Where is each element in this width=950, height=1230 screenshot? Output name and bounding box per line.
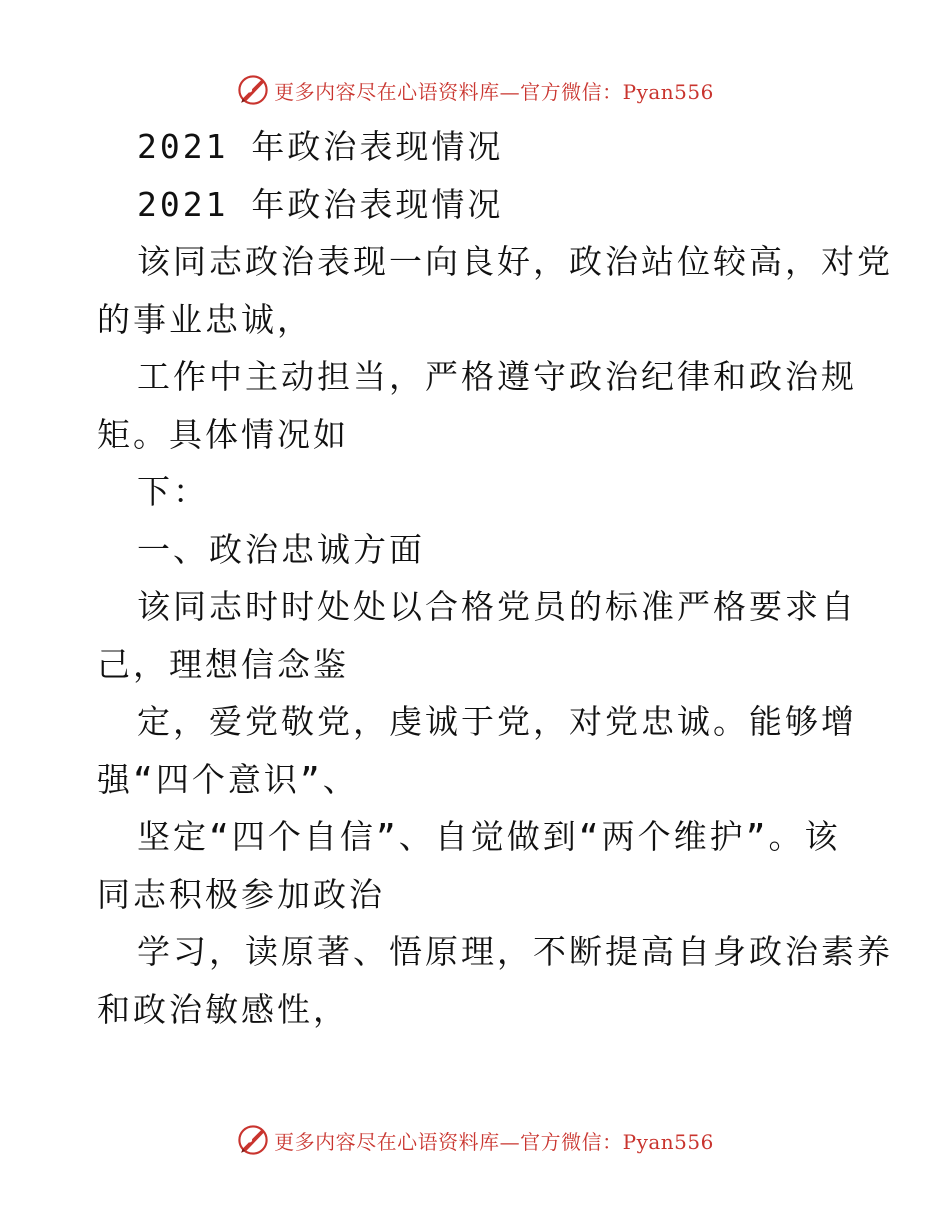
- body-line: 学习，读原著、悟原理，不断提高自身政治素养: [137, 932, 893, 971]
- body-line: 同志积极参加政治: [97, 874, 385, 914]
- document-body: [97, 118, 893, 1038]
- body-line: 工作中主动担当，严格遵守政治纪律和政治规: [137, 357, 857, 396]
- body-line: 2021 年政治表现情况: [137, 127, 504, 166]
- pen-logo-icon: [236, 73, 270, 107]
- section-heading: 一、政治忠诚方面: [137, 529, 425, 569]
- pen-logo-icon: [236, 1123, 270, 1157]
- footer-banner-text: 更多内容尽在心语资料库—官方微信：Pyan556: [274, 1129, 714, 1154]
- body-line: 该同志时时处处以合格党员的标准严格要求自: [137, 587, 857, 626]
- body-line: 下：: [137, 472, 209, 511]
- body-line: 定，爱党敬党，虔诚于党，对党忠诚。能够增: [137, 702, 857, 741]
- body-line: 和政治敏感性，: [97, 989, 349, 1029]
- body-line: 强“四个意识”、: [97, 759, 359, 799]
- header-banner-text: 更多内容尽在心语资料库—官方微信：Pyan556: [274, 79, 714, 104]
- body-line: 坚定“四个自信”、自觉做到“两个维护”。该: [137, 817, 841, 856]
- header-banner: [0, 70, 950, 110]
- body-line: 2021 年政治表现情况: [137, 184, 504, 224]
- body-line: 的事业忠诚，: [97, 299, 313, 339]
- body-line: 己，理想信念鉴: [97, 644, 349, 684]
- body-line: 该同志政治表现一向良好，政治站位较高，对党: [137, 242, 893, 281]
- footer-banner: [0, 1120, 950, 1160]
- body-line: 矩。具体情况如: [97, 414, 349, 454]
